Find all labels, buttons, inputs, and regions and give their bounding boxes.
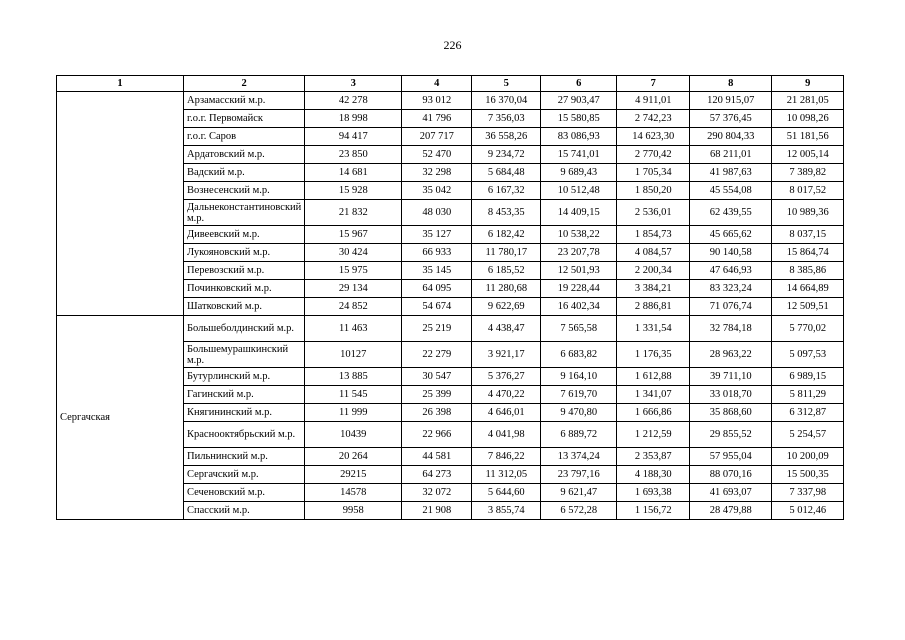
value-cell: 6 312,87 bbox=[772, 404, 844, 422]
value-cell: 32 784,18 bbox=[690, 316, 772, 342]
value-cell: 90 140,58 bbox=[690, 244, 772, 262]
district-name-cell: г.о.г. Первомайск bbox=[184, 110, 305, 128]
value-cell: 88 070,16 bbox=[690, 466, 772, 484]
value-cell: 29 134 bbox=[305, 280, 402, 298]
value-cell: 15 741,01 bbox=[541, 146, 617, 164]
column-header: 5 bbox=[472, 76, 541, 92]
table-body bbox=[57, 92, 844, 520]
district-name-cell: Гагинский м.р. bbox=[184, 386, 305, 404]
value-cell: 62 439,55 bbox=[690, 200, 772, 226]
value-cell: 5 811,29 bbox=[772, 386, 844, 404]
value-cell: 5 012,46 bbox=[772, 502, 844, 520]
value-cell: 1 693,38 bbox=[617, 484, 690, 502]
value-cell: 6 182,42 bbox=[472, 226, 541, 244]
value-cell: 8 037,15 bbox=[772, 226, 844, 244]
value-cell: 4 646,01 bbox=[472, 404, 541, 422]
district-name-cell: Пильнинский м.р. bbox=[184, 448, 305, 466]
district-name-cell: Перевозский м.р. bbox=[184, 262, 305, 280]
value-cell: 4 084,57 bbox=[617, 244, 690, 262]
value-cell: 1 212,59 bbox=[617, 422, 690, 448]
value-cell: 10439 bbox=[305, 422, 402, 448]
value-cell: 23 207,78 bbox=[541, 244, 617, 262]
value-cell: 18 998 bbox=[305, 110, 402, 128]
table-row bbox=[57, 316, 844, 342]
value-cell: 57 376,45 bbox=[690, 110, 772, 128]
value-cell: 2 742,23 bbox=[617, 110, 690, 128]
value-cell: 6 889,72 bbox=[541, 422, 617, 448]
value-cell: 3 921,17 bbox=[472, 342, 541, 368]
table-row bbox=[57, 92, 844, 110]
value-cell: 8 453,35 bbox=[472, 200, 541, 226]
district-name-cell: Краснооктябрьский м.р. bbox=[184, 422, 305, 448]
value-cell: 23 797,16 bbox=[541, 466, 617, 484]
value-cell: 11 312,05 bbox=[472, 466, 541, 484]
district-name-cell: Княгининский м.р. bbox=[184, 404, 305, 422]
data-table bbox=[56, 75, 844, 520]
value-cell: 11 463 bbox=[305, 316, 402, 342]
value-cell: 6 989,15 bbox=[772, 368, 844, 386]
value-cell: 1 666,86 bbox=[617, 404, 690, 422]
column-header: 3 bbox=[305, 76, 402, 92]
district-name-cell: Спасский м.р. bbox=[184, 502, 305, 520]
value-cell: 9958 bbox=[305, 502, 402, 520]
column-header: 2 bbox=[184, 76, 305, 92]
region-cell bbox=[57, 92, 184, 316]
value-cell: 2 770,42 bbox=[617, 146, 690, 164]
value-cell: 10127 bbox=[305, 342, 402, 368]
value-cell: 48 030 bbox=[402, 200, 472, 226]
district-name-cell: Починковский м.р. bbox=[184, 280, 305, 298]
column-header: 7 bbox=[617, 76, 690, 92]
value-cell: 36 558,26 bbox=[472, 128, 541, 146]
column-header: 4 bbox=[402, 76, 472, 92]
value-cell: 7 619,70 bbox=[541, 386, 617, 404]
value-cell: 9 234,72 bbox=[472, 146, 541, 164]
value-cell: 94 417 bbox=[305, 128, 402, 146]
value-cell: 24 852 bbox=[305, 298, 402, 316]
value-cell: 3 855,74 bbox=[472, 502, 541, 520]
value-cell: 12 501,93 bbox=[541, 262, 617, 280]
district-name-cell: Ардатовский м.р. bbox=[184, 146, 305, 164]
value-cell: 14 409,15 bbox=[541, 200, 617, 226]
value-cell: 13 885 bbox=[305, 368, 402, 386]
value-cell: 21 908 bbox=[402, 502, 472, 520]
value-cell: 7 389,82 bbox=[772, 164, 844, 182]
column-header: 8 bbox=[690, 76, 772, 92]
value-cell: 11 780,17 bbox=[472, 244, 541, 262]
value-cell: 30 547 bbox=[402, 368, 472, 386]
value-cell: 9 164,10 bbox=[541, 368, 617, 386]
column-header: 6 bbox=[541, 76, 617, 92]
value-cell: 7 356,03 bbox=[472, 110, 541, 128]
value-cell: 5 254,57 bbox=[772, 422, 844, 448]
district-name-cell: Большемурашкинский м.р. bbox=[184, 342, 305, 368]
district-name-cell: Арзамасский м.р. bbox=[184, 92, 305, 110]
value-cell: 35 042 bbox=[402, 182, 472, 200]
value-cell: 11 280,68 bbox=[472, 280, 541, 298]
value-cell: 29215 bbox=[305, 466, 402, 484]
district-name-cell: Лукояновский м.р. bbox=[184, 244, 305, 262]
value-cell: 32 072 bbox=[402, 484, 472, 502]
value-cell: 41 987,63 bbox=[690, 164, 772, 182]
value-cell: 14 681 bbox=[305, 164, 402, 182]
value-cell: 15 967 bbox=[305, 226, 402, 244]
value-cell: 57 955,04 bbox=[690, 448, 772, 466]
value-cell: 5 770,02 bbox=[772, 316, 844, 342]
value-cell: 29 855,52 bbox=[690, 422, 772, 448]
value-cell: 1 705,34 bbox=[617, 164, 690, 182]
value-cell: 2 353,87 bbox=[617, 448, 690, 466]
value-cell: 4 438,47 bbox=[472, 316, 541, 342]
value-cell: 35 127 bbox=[402, 226, 472, 244]
region-cell: Сергачская bbox=[57, 316, 184, 520]
value-cell: 8 017,52 bbox=[772, 182, 844, 200]
value-cell: 41 693,07 bbox=[690, 484, 772, 502]
value-cell: 1 331,54 bbox=[617, 316, 690, 342]
value-cell: 25 219 bbox=[402, 316, 472, 342]
value-cell: 2 536,01 bbox=[617, 200, 690, 226]
value-cell: 11 999 bbox=[305, 404, 402, 422]
value-cell: 15 864,74 bbox=[772, 244, 844, 262]
value-cell: 207 717 bbox=[402, 128, 472, 146]
value-cell: 19 228,44 bbox=[541, 280, 617, 298]
value-cell: 10 200,09 bbox=[772, 448, 844, 466]
value-cell: 33 018,70 bbox=[690, 386, 772, 404]
district-name-cell: Шатковский м.р. bbox=[184, 298, 305, 316]
value-cell: 15 975 bbox=[305, 262, 402, 280]
value-cell: 15 500,35 bbox=[772, 466, 844, 484]
value-cell: 64 273 bbox=[402, 466, 472, 484]
district-name-cell: Вознесенский м.р. bbox=[184, 182, 305, 200]
value-cell: 71 076,74 bbox=[690, 298, 772, 316]
value-cell: 10 989,36 bbox=[772, 200, 844, 226]
value-cell: 6 185,52 bbox=[472, 262, 541, 280]
value-cell: 44 581 bbox=[402, 448, 472, 466]
value-cell: 290 804,33 bbox=[690, 128, 772, 146]
value-cell: 5 097,53 bbox=[772, 342, 844, 368]
value-cell: 30 424 bbox=[305, 244, 402, 262]
value-cell: 39 711,10 bbox=[690, 368, 772, 386]
value-cell: 7 337,98 bbox=[772, 484, 844, 502]
value-cell: 1 156,72 bbox=[617, 502, 690, 520]
column-header: 1 bbox=[57, 76, 184, 92]
value-cell: 21 832 bbox=[305, 200, 402, 226]
value-cell: 35 868,60 bbox=[690, 404, 772, 422]
district-name-cell: Большеболдинский м.р. bbox=[184, 316, 305, 342]
value-cell: 7 565,58 bbox=[541, 316, 617, 342]
value-cell: 4 470,22 bbox=[472, 386, 541, 404]
value-cell: 20 264 bbox=[305, 448, 402, 466]
value-cell: 15 928 bbox=[305, 182, 402, 200]
value-cell: 21 281,05 bbox=[772, 92, 844, 110]
value-cell: 93 012 bbox=[402, 92, 472, 110]
value-cell: 15 580,85 bbox=[541, 110, 617, 128]
value-cell: 83 323,24 bbox=[690, 280, 772, 298]
value-cell: 28 963,22 bbox=[690, 342, 772, 368]
value-cell: 32 298 bbox=[402, 164, 472, 182]
value-cell: 4 911,01 bbox=[617, 92, 690, 110]
column-header: 9 bbox=[772, 76, 844, 92]
value-cell: 68 211,01 bbox=[690, 146, 772, 164]
value-cell: 9 470,80 bbox=[541, 404, 617, 422]
value-cell: 9 622,69 bbox=[472, 298, 541, 316]
value-cell: 120 915,07 bbox=[690, 92, 772, 110]
value-cell: 10 512,48 bbox=[541, 182, 617, 200]
value-cell: 10 098,26 bbox=[772, 110, 844, 128]
value-cell: 9 621,47 bbox=[541, 484, 617, 502]
value-cell: 9 689,43 bbox=[541, 164, 617, 182]
district-name-cell: Бутурлинский м.р. bbox=[184, 368, 305, 386]
value-cell: 7 846,22 bbox=[472, 448, 541, 466]
page-number: 226 bbox=[443, 38, 462, 52]
value-cell: 1 850,20 bbox=[617, 182, 690, 200]
district-name-cell: Дивеевский м.р. bbox=[184, 226, 305, 244]
value-cell: 14578 bbox=[305, 484, 402, 502]
value-cell: 1 176,35 bbox=[617, 342, 690, 368]
district-name-cell: г.о.г. Саров bbox=[184, 128, 305, 146]
header-row bbox=[57, 76, 844, 92]
value-cell: 16 370,04 bbox=[472, 92, 541, 110]
value-cell: 22 279 bbox=[402, 342, 472, 368]
value-cell: 5 376,27 bbox=[472, 368, 541, 386]
value-cell: 27 903,47 bbox=[541, 92, 617, 110]
value-cell: 4 188,30 bbox=[617, 466, 690, 484]
value-cell: 4 041,98 bbox=[472, 422, 541, 448]
value-cell: 5 684,48 bbox=[472, 164, 541, 182]
value-cell: 3 384,21 bbox=[617, 280, 690, 298]
value-cell: 26 398 bbox=[402, 404, 472, 422]
value-cell: 12 509,51 bbox=[772, 298, 844, 316]
value-cell: 28 479,88 bbox=[690, 502, 772, 520]
district-name-cell: Вадский м.р. bbox=[184, 164, 305, 182]
value-cell: 14 623,30 bbox=[617, 128, 690, 146]
value-cell: 23 850 bbox=[305, 146, 402, 164]
value-cell: 54 674 bbox=[402, 298, 472, 316]
value-cell: 12 005,14 bbox=[772, 146, 844, 164]
value-cell: 13 374,24 bbox=[541, 448, 617, 466]
value-cell: 6 683,82 bbox=[541, 342, 617, 368]
value-cell: 1 341,07 bbox=[617, 386, 690, 404]
value-cell: 8 385,86 bbox=[772, 262, 844, 280]
value-cell: 83 086,93 bbox=[541, 128, 617, 146]
district-name-cell: Сеченовский м.р. bbox=[184, 484, 305, 502]
value-cell: 11 545 bbox=[305, 386, 402, 404]
value-cell: 6 167,32 bbox=[472, 182, 541, 200]
value-cell: 16 402,34 bbox=[541, 298, 617, 316]
value-cell: 47 646,93 bbox=[690, 262, 772, 280]
value-cell: 42 278 bbox=[305, 92, 402, 110]
value-cell: 51 181,56 bbox=[772, 128, 844, 146]
value-cell: 1 854,73 bbox=[617, 226, 690, 244]
value-cell: 22 966 bbox=[402, 422, 472, 448]
district-name-cell: Дальнеконстантиновский м.р. bbox=[184, 200, 305, 226]
value-cell: 64 095 bbox=[402, 280, 472, 298]
value-cell: 2 886,81 bbox=[617, 298, 690, 316]
value-cell: 6 572,28 bbox=[541, 502, 617, 520]
value-cell: 14 664,89 bbox=[772, 280, 844, 298]
value-cell: 10 538,22 bbox=[541, 226, 617, 244]
value-cell: 45 665,62 bbox=[690, 226, 772, 244]
value-cell: 35 145 bbox=[402, 262, 472, 280]
value-cell: 52 470 bbox=[402, 146, 472, 164]
value-cell: 1 612,88 bbox=[617, 368, 690, 386]
value-cell: 25 399 bbox=[402, 386, 472, 404]
value-cell: 66 933 bbox=[402, 244, 472, 262]
value-cell: 5 644,60 bbox=[472, 484, 541, 502]
value-cell: 45 554,08 bbox=[690, 182, 772, 200]
district-name-cell: Сергачский м.р. bbox=[184, 466, 305, 484]
value-cell: 41 796 bbox=[402, 110, 472, 128]
value-cell: 2 200,34 bbox=[617, 262, 690, 280]
